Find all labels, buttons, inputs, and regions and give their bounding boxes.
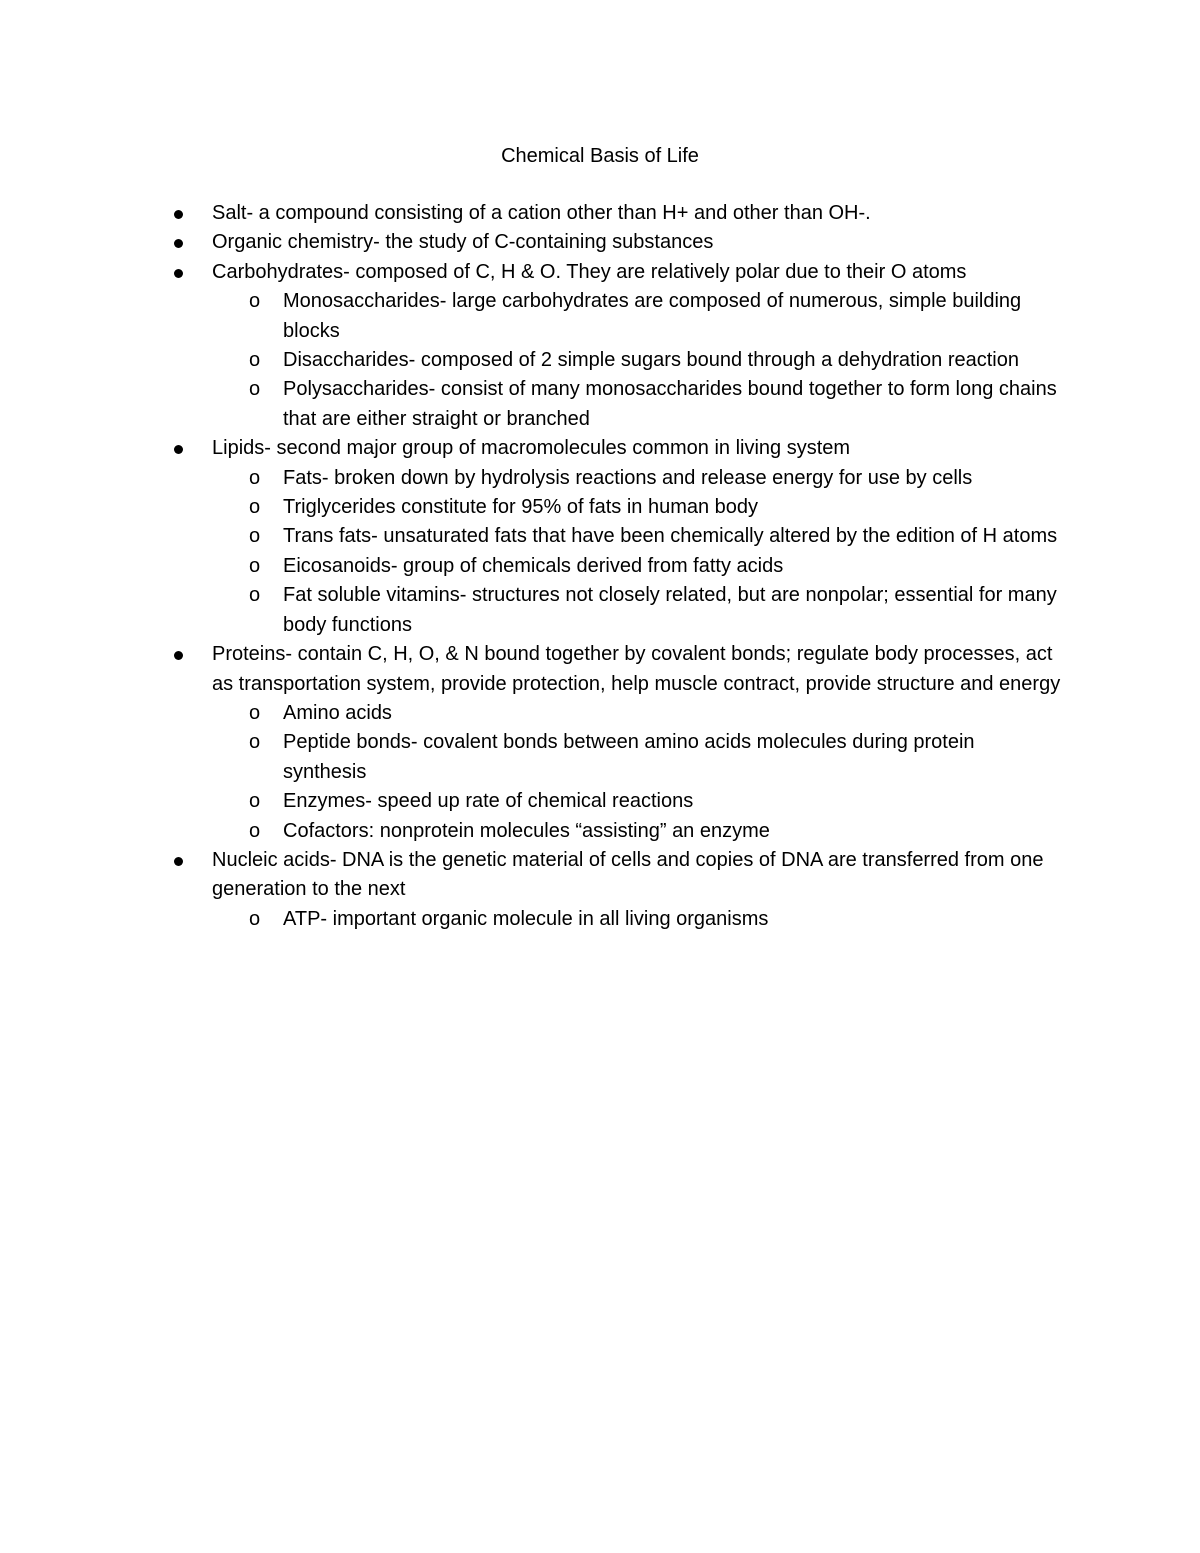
circle-bullet-icon: o [249, 349, 261, 372]
page-title: Chemical Basis of Life [501, 145, 699, 167]
sub-list-item-text: ATP- important organic molecule in all living organisms [283, 907, 769, 930]
sub-list-item [0, 522, 1062, 551]
sub-list-item [0, 787, 1062, 816]
bullet-icon [174, 239, 183, 248]
sub-list [212, 464, 1062, 640]
list-item-text: Organic chemistry- the study of C-containing substances [212, 231, 714, 254]
sub-list-item [0, 375, 1062, 434]
sub-list-item-text: Eicosanoids- group of chemicals derived from fatty acids [283, 554, 784, 577]
bullet-icon [174, 269, 183, 278]
circle-bullet-icon: o [249, 819, 261, 842]
circle-bullet-icon: o [249, 466, 261, 489]
list-item-text: Proteins- contain C, H, O, & N bound together by covalent bonds; regulate body processes, act as transportation system, provide protection, help muscle contract, provide structure and energy [212, 643, 1061, 695]
list-item-text: Carbohydrates- composed of C, H & O. They are relatively polar due to their O atoms [212, 260, 967, 283]
sub-list [212, 287, 1062, 434]
sub-list-item [0, 817, 1062, 846]
list-item-text: Lipids- second major group of macromolecules common in living system [212, 437, 851, 460]
circle-bullet-icon: o [249, 554, 261, 577]
sub-list [212, 905, 1062, 934]
sub-list-item-text: Disaccharides- composed of 2 simple sugars bound through a dehydration reaction [283, 349, 1019, 372]
list-item [0, 434, 1062, 640]
sub-list-item [0, 346, 1062, 375]
circle-bullet-icon: o [249, 731, 261, 754]
sub-list-item-text: Peptide bonds- covalent bonds between amino acids molecules during protein synthesis [283, 731, 975, 783]
bullet-icon [174, 210, 183, 219]
list-item [0, 228, 1062, 257]
sub-list-item [0, 905, 1062, 934]
sub-list-item-text: Monosaccharides- large carbohydrates are composed of numerous, simple building blocks [283, 290, 1022, 342]
list-item-text: Salt- a compound consisting of a cation other than H+ and other than OH-. [212, 202, 871, 224]
circle-bullet-icon: o [249, 701, 261, 724]
sub-list-item-text: Cofactors: nonprotein molecules “assisting” an enzyme [283, 819, 770, 842]
bullet-icon [174, 651, 183, 660]
circle-bullet-icon: o [249, 378, 261, 401]
list-item [0, 846, 1062, 934]
sub-list-item [0, 287, 1062, 346]
bullet-list [0, 199, 1200, 934]
circle-bullet-icon: o [249, 907, 261, 930]
sub-list [212, 699, 1062, 846]
list-item [0, 640, 1062, 846]
sub-list-item [0, 728, 1062, 787]
sub-list-item [0, 493, 1062, 522]
circle-bullet-icon: o [249, 290, 261, 313]
sub-list-item-text: Triglycerides constitute for 95% of fats in human body [283, 496, 759, 519]
list-item [0, 199, 1062, 228]
sub-list-item-text: Amino acids [283, 701, 392, 724]
circle-bullet-icon: o [249, 496, 261, 519]
list-item [0, 258, 1062, 434]
sub-list-item-text: Trans fats- unsaturated fats that have been chemically altered by the edition of H atoms [283, 525, 1058, 548]
sub-list-item-text: Fat soluble vitamins- structures not closely related, but are nonpolar; essential for many body functions [283, 584, 1057, 636]
sub-list-item-text: Enzymes- speed up rate of chemical reactions [283, 790, 694, 813]
circle-bullet-icon: o [249, 584, 261, 607]
sub-list-item [0, 581, 1062, 640]
sub-list-item [0, 699, 1062, 728]
circle-bullet-icon: o [249, 790, 261, 813]
sub-list-item [0, 464, 1062, 493]
bullet-icon [174, 445, 183, 454]
sub-list-item-text: Polysaccharides- consist of many monosaccharides bound together to form long chains that are either straight or branched [283, 378, 1057, 430]
sub-list-item [0, 552, 1062, 581]
circle-bullet-icon: o [249, 525, 261, 548]
list-item-text: Nucleic acids- DNA is the genetic material of cells and copies of DNA are transferred from one generation to the next [212, 848, 1044, 901]
sub-list-item-text: Fats- broken down by hydrolysis reactions and release energy for use by cells [283, 466, 973, 489]
bullet-icon [174, 857, 183, 866]
